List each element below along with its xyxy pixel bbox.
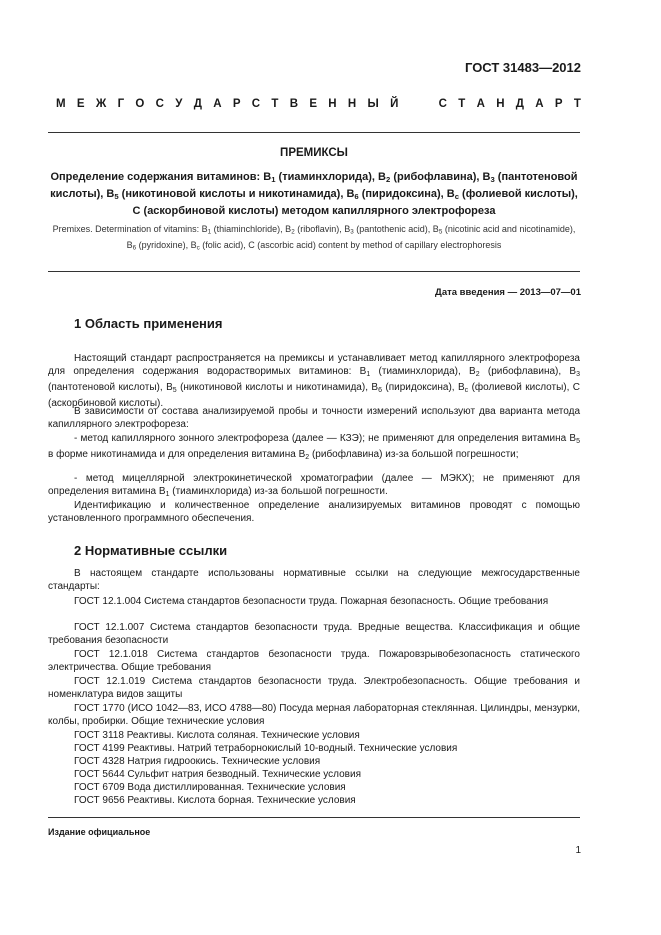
banner-letter: М [56,98,66,110]
banner-letter: Ж [95,98,107,110]
title-bottom-rule [48,271,580,272]
banner-letter: Р [232,98,241,110]
footer-rule [48,817,580,818]
reference-item: ГОСТ 3118 Реактивы. Кислота соляная. Технические условия [74,730,360,741]
banner-letter: Е [309,98,317,110]
banner-letter: А [213,98,222,110]
banner-letter: Т [458,98,466,110]
introduction-date: Дата введения — 2013—07—01 [435,287,581,298]
reference-item: ГОСТ 6709 Вода дистиллированная. Технические условия [74,782,346,793]
banner-letter: В [289,98,299,110]
reference-item: ГОСТ 4328 Натрия гидроокись. Технические условия [74,756,321,767]
banner-letter: Д [515,98,524,110]
reference-item: ГОСТ 12.1.007 Система стандартов безопасности труда. Вредные вещества. Классификация и общие требования безопасности [48,622,580,647]
section-1-paragraph-2: В зависимости от состава анализируемой пробы и точности измерений используют два варианта метода капиллярного электрофореза: [48,406,580,431]
interstate-standard-banner [56,98,581,110]
banner-letter: Й [390,98,399,110]
section-2-heading: 2 Нормативные ссылки [74,543,228,558]
section-1-paragraph-4: - метод мицеллярной электрокинетической хроматографии (далее — МЭКХ); не применяют для определения витамина $В_1$ (тиаминхлорида) из-за большой погрешности. [48,473,580,498]
banner-letter: А [535,98,544,110]
banner-letter: О [135,98,145,110]
banner-letter: Т [573,98,581,110]
banner-letter: С [438,98,447,110]
banner-letter: Т [271,98,279,110]
banner-letter [410,98,413,110]
section-1-heading: 1 Область применения [74,316,223,331]
subtitle-english: Premixes. Determination of vitamins: $B_1$ (thiaminchloride), $B_2$ (riboflavin), $B_3$ (pantothenic acid), $B_5$ (nicotinic acid and nicotinamide), $B_6$ (pyridoxine), $B_c$ (folic acid), C (ascorbic acid) content by method of capillary electrophoresis [52,224,576,252]
reference-item: ГОСТ 5644 Сульфит натрия безводный. Технические условия [74,769,361,780]
banner-letter: У [175,98,183,110]
section-1-paragraph-1: Настоящий стандарт распространяется на премиксы и устанавливает метод капиллярного электрофореза для определения содержания водорастворимых витаминов: $В_1$ (тиаминхлорида), $В_2$ (рибофлавина), $В_3$ (пантотеновой кислоты), $В_5$ (никотиновой кислоты и никотинамида), $В_6$ (пиридоксина), $В_с$ (фолиевой кислоты), С (аскорбиновой кислоты). [48,353,581,410]
official-edition-label: Издание официальное [48,827,151,837]
banner-letter: Н [328,98,337,110]
reference-item: ГОСТ 1770 (ИСО 1042—83, ИСО 4788—80) Посуда мерная лабораторная стеклянная. Цилиндры, мензурки, колбы, пробирки. Общие технические условия [48,703,580,728]
section-1-paragraph-5: Идентификацию и количественное определение анализируемых витаминов проводят с помощью установленного программного обеспечения. [48,500,580,525]
banner-letter: А [476,98,485,110]
banner-letter: Н [496,98,505,110]
banner-letter: Р [554,98,563,110]
subtitle-russian: Определение содержания витаминов: $В_1$ (тиаминхлорида), $В_2$ (рибофлавина), $В_3$ (пантотеновой кислоты), $В_5$ (никотиновой кислоты и никотинамида), $В_6$ (пиридоксина), $В_с$ (фолиевой кислоты), С (аскорбиновой кислоты) методом капиллярного электрофореза [50,171,578,217]
banner-letter: С [251,98,261,110]
document-title: ПРЕМИКСЫ [280,147,348,159]
banner-letter: Ы [367,98,379,110]
banner-letter: Е [76,98,85,110]
banner-letter: Д [193,98,202,110]
banner-letter: Н [347,98,357,110]
reference-item: ГОСТ 4199 Реактивы. Натрий тетраборнокислый 10-водный. Технические условия [74,743,458,754]
banner-letter [424,98,427,110]
section-2-intro: В настоящем стандарте использованы нормативные ссылки на следующие межгосударственные стандарты: [48,568,580,593]
section-1-paragraph-3: - метод капиллярного зонного электрофореза (далее — КЗЭ); не применяют для определения витамина $В_5$ в форме никотинамида и для определения витамина $В_2$ (рибофлавина) из-за большой погрешности; [48,433,580,461]
title-top-rule [48,132,580,133]
reference-item: ГОСТ 12.1.004 Система стандартов безопасности труда. Пожарная безопасность. Общие требования [74,596,549,607]
reference-item: ГОСТ 12.1.018 Система стандартов безопасности труда. Пожаровзрывобезопасность статического электричества. Общие требования [48,649,580,674]
reference-item: ГОСТ 9656 Реактивы. Кислота борная. Технические условия [74,795,356,806]
gost-code: ГОСТ 31483—2012 [465,60,581,75]
banner-letter: С [155,98,164,110]
page-number: 1 [575,845,581,856]
banner-letter: Г [117,98,125,110]
reference-item: ГОСТ 12.1.019 Система стандартов безопасности труда. Электробезопасность. Общие требования и номенклатура видов защиты [48,676,580,701]
